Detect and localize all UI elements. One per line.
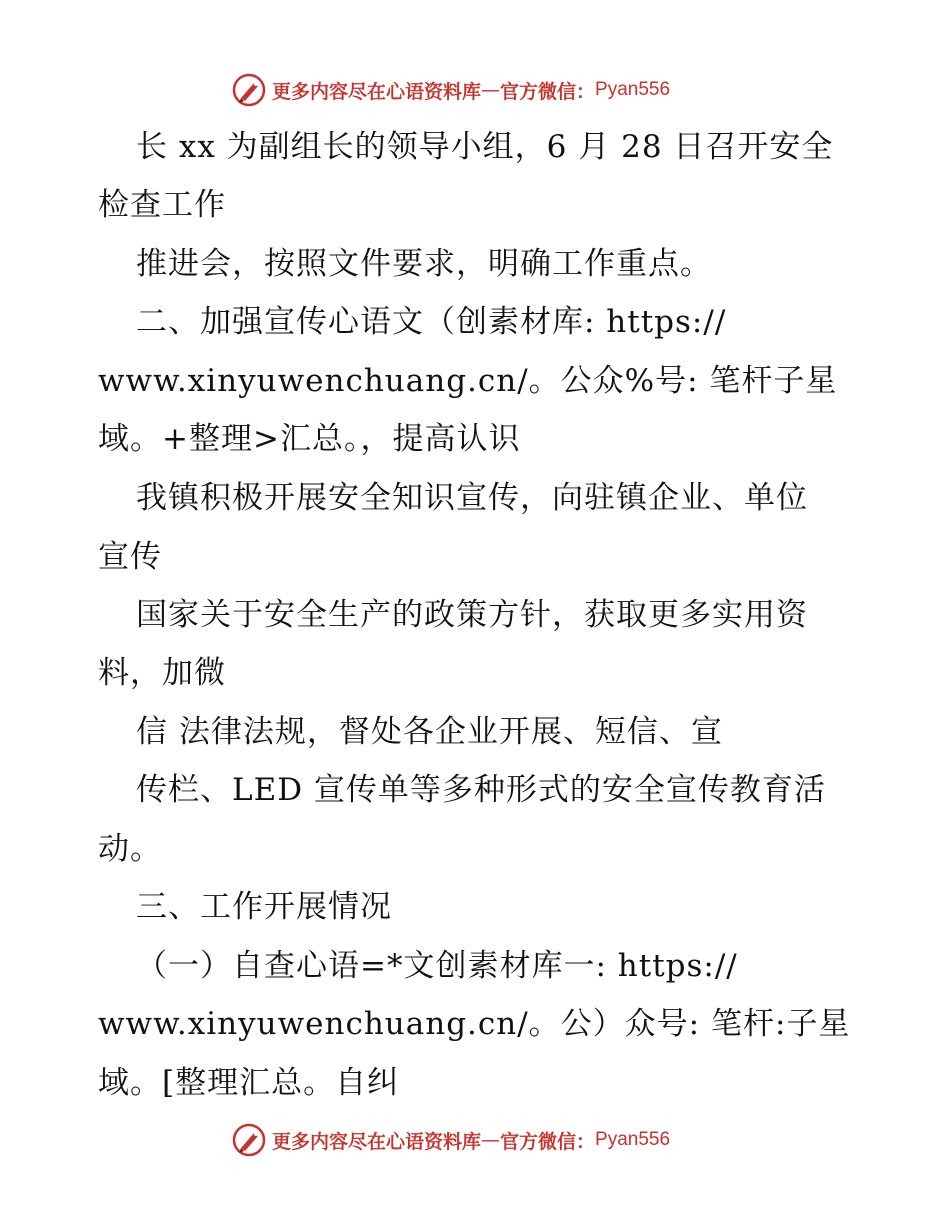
banner-text: 更多内容尽在心语资料库 bbox=[272, 1130, 482, 1153]
text-line: 我镇积极开展安全知识宣传，向驻镇企业、单位 bbox=[136, 480, 808, 516]
text-line: 长 xx 为副组长的领导小组，6 月 28 日召开安全 bbox=[136, 129, 834, 165]
banner-id: Pyan556 bbox=[595, 1129, 671, 1150]
text-line: 信 法律法规，督处各企业开展、短信、宣 bbox=[136, 714, 723, 750]
text-line: 传栏、LED 宣传单等多种形式的安全宣传教育活 bbox=[136, 772, 826, 808]
pen-logo-icon bbox=[232, 1123, 266, 1157]
text-line: 料，加微 bbox=[98, 655, 226, 691]
text-line: 检查工作 bbox=[98, 187, 226, 223]
banner-official: 官方微信： bbox=[500, 80, 596, 103]
text-line: www.xinyuwenchuang.cn/。公众%号: 笔杆子星 bbox=[98, 363, 838, 399]
subsection-heading: （一）自查心语=*文创素材库一: https:// bbox=[136, 948, 738, 984]
text-line: 宣传 bbox=[98, 539, 162, 575]
pen-logo-icon bbox=[232, 73, 266, 107]
section-heading: 二、加强宣传心语文（创素材库: https:// bbox=[136, 304, 727, 340]
text-line: 推进会，按照文件要求，明确工作重点。 bbox=[136, 246, 712, 282]
section-heading: 三、工作开展情况 bbox=[136, 889, 392, 925]
text-line: www.xinyuwenchuang.cn/。公）众号: 笔杆:子星 bbox=[98, 1006, 851, 1042]
text-line: 国家关于安全生产的政策方针，获取更多实用资 bbox=[136, 597, 808, 633]
banner-id: Pyan556 bbox=[595, 79, 671, 100]
banner-official: 官方微信： bbox=[500, 1130, 596, 1153]
banner-dash: — bbox=[481, 79, 501, 101]
banner-dash: — bbox=[481, 1129, 501, 1151]
banner-text: 更多内容尽在心语资料库 bbox=[272, 80, 482, 103]
header-banner bbox=[232, 72, 670, 108]
text-line: 动。 bbox=[98, 831, 162, 867]
footer-banner bbox=[232, 1122, 670, 1158]
text-line: 域。[整理汇总。自纠 bbox=[98, 1065, 400, 1101]
text-line: 域。+整理>汇总。，提高认识 bbox=[98, 421, 521, 457]
